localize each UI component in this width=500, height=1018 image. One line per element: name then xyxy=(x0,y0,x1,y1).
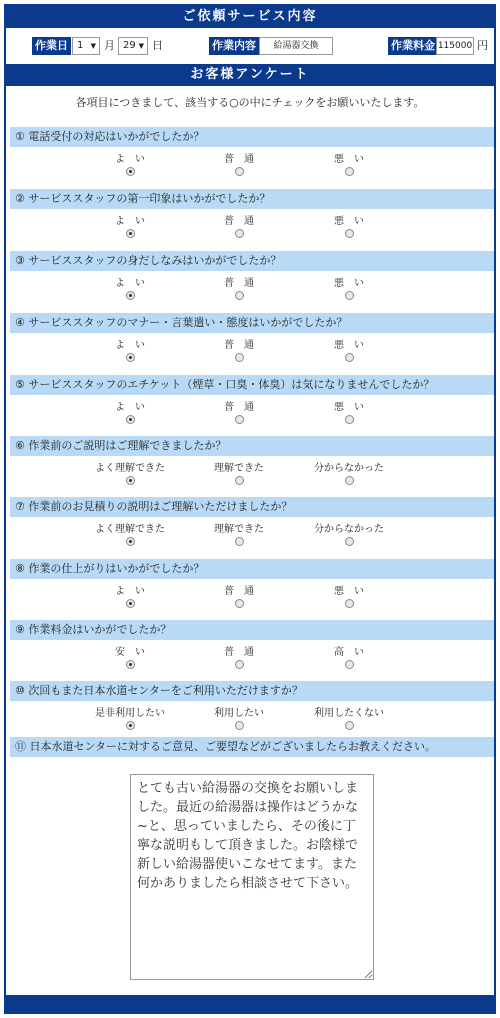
question-4-option-3[interactable] xyxy=(294,339,404,365)
option-label: 普 通 xyxy=(224,402,254,413)
month-value: 1 xyxy=(77,40,84,51)
question-9-option-3[interactable] xyxy=(294,646,404,672)
month-unit: 月 xyxy=(104,39,115,52)
question-1-option-1[interactable] xyxy=(75,153,185,179)
radio-unchecked[interactable] xyxy=(235,291,244,300)
radio-unchecked[interactable] xyxy=(235,229,244,238)
radio-unchecked[interactable] xyxy=(235,353,244,362)
radio-checked[interactable] xyxy=(126,167,135,176)
radio-unchecked[interactable] xyxy=(235,415,244,424)
option-label: 普 通 xyxy=(224,340,254,351)
question-10-label: ⑩ 次回もまた日本水道センターをご利用いただけますか？ xyxy=(10,681,494,701)
radio-checked[interactable] xyxy=(126,476,135,485)
question-4-label: ④ サービススタッフのマナー・言葉遣い・態度はいかがでしたか？ xyxy=(10,313,494,333)
question-3-label: ③ サービススタッフの身だしなみはいかがでしたか？ xyxy=(10,251,494,271)
radio-unchecked[interactable] xyxy=(345,291,354,300)
question-9-option-2[interactable] xyxy=(184,646,294,672)
radio-unchecked[interactable] xyxy=(235,599,244,608)
comment-textarea[interactable]: とても古い給湯器の交換をお願いしました。最近の給湯器は操作はどうかな~と、思っていましたら、その後に丁寧な説明もして頂きました。お陰様で新しい給湯器使いこなせてます。また何かありましたら相談させて下さい。 xyxy=(130,774,374,980)
service-details-row xyxy=(6,30,494,62)
question-6-label: ⑥ 作業前のご説明はご理解できましたか？ xyxy=(10,436,494,456)
radio-unchecked[interactable] xyxy=(345,721,354,730)
radio-unchecked[interactable] xyxy=(235,537,244,546)
question-6-option-1[interactable] xyxy=(75,462,185,488)
radio-unchecked[interactable] xyxy=(345,599,354,608)
radio-unchecked[interactable] xyxy=(235,167,244,176)
question-4-option-1[interactable] xyxy=(75,339,185,365)
option-label: よ い xyxy=(115,340,145,351)
option-label: 悪 い xyxy=(334,402,364,413)
question-5-label: ⑤ サービススタッフのエチケット（煙草・口臭・体臭）は気になりませんでしたか？ xyxy=(10,375,494,395)
question-9-option-1[interactable] xyxy=(75,646,185,672)
question-5-option-1[interactable] xyxy=(75,401,185,427)
option-label: 是非利用したい xyxy=(95,708,165,719)
option-label: 理解できた xyxy=(214,463,264,474)
question-7-option-2[interactable] xyxy=(184,523,294,549)
question-2-label: ② サービススタッフの第一印象はいかがでしたか？ xyxy=(10,189,494,209)
question-5-option-3[interactable] xyxy=(294,401,404,427)
form-container xyxy=(4,4,496,1014)
day-value: 29 xyxy=(123,40,136,51)
option-label: 悪 い xyxy=(334,216,364,227)
question-8-option-3[interactable] xyxy=(294,585,404,611)
radio-unchecked[interactable] xyxy=(235,721,244,730)
radio-unchecked[interactable] xyxy=(235,660,244,669)
option-label: 分からなかった xyxy=(314,463,384,474)
month-select[interactable] xyxy=(72,37,100,55)
service-section-title: ご依頼サービス内容 xyxy=(6,6,494,28)
question-2-option-1[interactable] xyxy=(75,215,185,241)
question-10-option-2[interactable] xyxy=(184,707,294,733)
option-label: 理解できた xyxy=(214,524,264,535)
question-8-option-1[interactable] xyxy=(75,585,185,611)
option-label: よ い xyxy=(115,402,145,413)
question-10-option-1[interactable] xyxy=(75,707,185,733)
option-label: 普 通 xyxy=(224,647,254,658)
radio-checked[interactable] xyxy=(126,415,135,424)
work-date-label: 作業日 xyxy=(32,37,71,55)
comment-question: ⑪ 日本水道センターに対するご意見、ご要望などがございましたらお教えください。 xyxy=(10,737,494,757)
radio-unchecked[interactable] xyxy=(345,537,354,546)
question-7-option-3[interactable] xyxy=(294,523,404,549)
question-10-option-3[interactable] xyxy=(294,707,404,733)
option-label: よ い xyxy=(115,154,145,165)
question-9-label: ⑨ 作業料金はいかがでしたか？ xyxy=(10,620,494,640)
option-label: 普 通 xyxy=(224,278,254,289)
chevron-down-icon: ▼ xyxy=(138,42,144,50)
question-3-option-2[interactable] xyxy=(184,277,294,303)
question-3-option-3[interactable] xyxy=(294,277,404,303)
radio-checked[interactable] xyxy=(126,721,135,730)
radio-checked[interactable] xyxy=(126,353,135,362)
survey-section-title: お客様アンケート xyxy=(6,64,494,86)
option-label: 悪 い xyxy=(334,278,364,289)
option-label: よく理解できた xyxy=(95,463,165,474)
option-label: よく理解できた xyxy=(95,524,165,535)
question-1-option-3[interactable] xyxy=(294,153,404,179)
radio-checked[interactable] xyxy=(126,537,135,546)
question-8-label: ⑧ 作業の仕上がりはいかがでしたか？ xyxy=(10,559,494,579)
option-label: よ い xyxy=(115,278,145,289)
option-label: 利用したくない xyxy=(314,708,384,719)
option-label: 普 通 xyxy=(224,586,254,597)
chevron-down-icon: ▼ xyxy=(90,42,96,50)
question-5-option-2[interactable] xyxy=(184,401,294,427)
question-1-option-2[interactable] xyxy=(184,153,294,179)
radio-unchecked[interactable] xyxy=(345,415,354,424)
work-content-label: 作業内容 xyxy=(209,37,259,55)
work-fee-field[interactable]: 115000 xyxy=(436,37,474,55)
question-6-option-2[interactable] xyxy=(184,462,294,488)
radio-checked[interactable] xyxy=(126,229,135,238)
work-content-field[interactable]: 給湯器交換 xyxy=(259,37,333,55)
question-2-option-3[interactable] xyxy=(294,215,404,241)
survey-intro: 各項目につきまして、該当する○の中にチェックをお願いいたします。 xyxy=(75,96,425,109)
radio-unchecked[interactable] xyxy=(345,353,354,362)
question-3-option-1[interactable] xyxy=(75,277,185,303)
day-unit: 日 xyxy=(152,39,163,52)
option-label: よ い xyxy=(115,586,145,597)
radio-unchecked[interactable] xyxy=(345,660,354,669)
option-label: 悪 い xyxy=(334,586,364,597)
radio-checked[interactable] xyxy=(126,291,135,300)
work-fee-unit: 円 xyxy=(477,39,488,52)
option-label: よ い xyxy=(115,216,145,227)
question-8-option-2[interactable] xyxy=(184,585,294,611)
option-label: 普 通 xyxy=(224,154,254,165)
option-label: 利用したい xyxy=(214,708,264,719)
question-2-option-2[interactable] xyxy=(184,215,294,241)
question-7-option-1[interactable] xyxy=(75,523,185,549)
option-label: 高 い xyxy=(334,647,364,658)
day-select[interactable] xyxy=(118,37,148,55)
radio-unchecked[interactable] xyxy=(345,229,354,238)
question-6-option-3[interactable] xyxy=(294,462,404,488)
radio-checked[interactable] xyxy=(126,660,135,669)
radio-unchecked[interactable] xyxy=(345,476,354,485)
question-1-label: ① 電話受付の対応はいかがでしたか？ xyxy=(10,127,494,147)
option-label: 悪 い xyxy=(334,154,364,165)
option-label: 安 い xyxy=(115,647,145,658)
option-label: 分からなかった xyxy=(314,524,384,535)
radio-unchecked[interactable] xyxy=(235,476,244,485)
option-label: 普 通 xyxy=(224,216,254,227)
question-7-label: ⑦ 作業前のお見積りの説明はご理解いただけましたか？ xyxy=(10,497,494,517)
footer-bar xyxy=(6,995,494,1012)
radio-checked[interactable] xyxy=(126,599,135,608)
radio-unchecked[interactable] xyxy=(345,167,354,176)
work-fee-label: 作業料金 xyxy=(388,37,438,55)
option-label: 悪 い xyxy=(334,340,364,351)
question-4-option-2[interactable] xyxy=(184,339,294,365)
